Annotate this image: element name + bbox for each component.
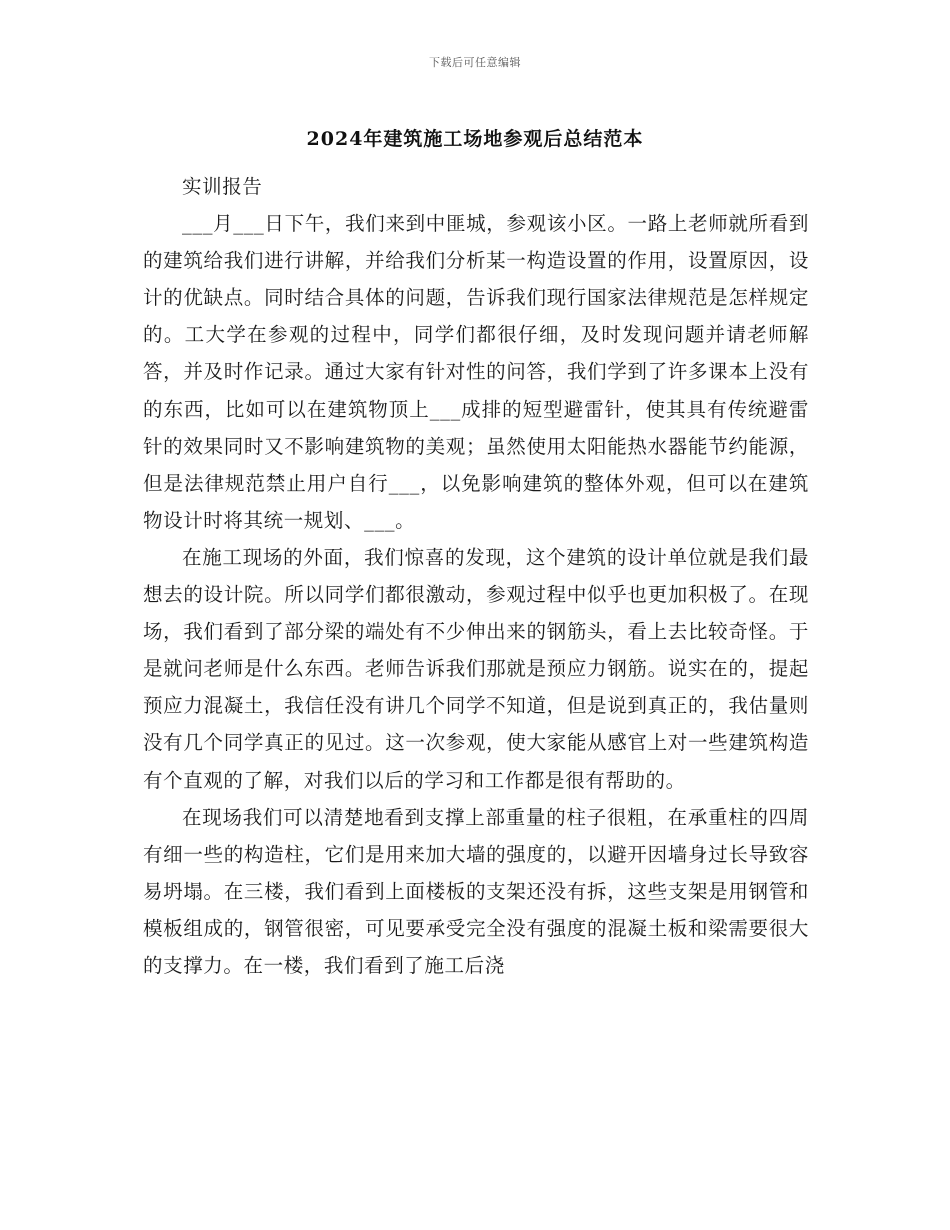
header-note: 下载后可任意编辑	[429, 56, 521, 69]
paragraph-visit-intro: ___月___日下午，我们来到中匪城，参观该小区。一路上老师就所看到的建筑给我们进行讲解，并给我们分析某一构造设置的作用，设置原因，设计的优缺点。同时结合具体的问题，告诉我们现行国家法律规范是怎样规定的。工大学在参观的过程中，同学们都很仔细，及时发现问题并请老师解答，并及时作记录。通过大家有针对性的问答，我们学到了许多课本上没有的东西，比如可以在建筑物顶上___成排的短型避雷针，使其具有传统避雷针的效果同时又不影响建筑物的美观；虽然使用太阳能热水器能节约能源，但是法律规范禁止用户自行___，以免影响建筑的整体外观，但可以在建筑物设计时将其统一规划、___。	[143, 212, 809, 532]
paragraph-site-exterior: 在施工现场的外面，我们惊喜的发现，这个建筑的设计单位就是我们最想去的设计院。所以同学们都很激动，参观过程中似乎也更加积极了。在现场，我们看到了部分梁的端处有不少伸出来的钢筋头，看上去比较奇怪。于是就问老师是什么东西。老师告诉我们那就是预应力钢筋。说实在的，提起预应力混凝土，我信任没有讲几个同学不知道，但是说到真正的，我估量则没有几个同学真正的见过。这一次参观，使大家能从感官上对一些建筑构造有个直观的了解，对我们以后的学习和工作都是很有帮助的。	[143, 545, 809, 792]
paragraph-site-structure: 在现场我们可以清楚地看到支撑上部重量的柱子很粗，在承重柱的四周有细一些的构造柱，它们是用来加大墙的强度的，以避开因墙身过长导致容易坍塌。在三楼，我们看到上面楼板的支架还没有拆，这些支架是用钢管和模板组成的，钢管很密，可见要承受完全没有强度的混凝土板和梁需要很大的支撑力。在一楼，我们看到了施工后浇	[143, 805, 809, 977]
paragraph-report-label: 实训报告	[182, 175, 263, 198]
document-body	[143, 168, 809, 984]
document-title: 2024年建筑施工场地参观后总结范本	[306, 128, 644, 150]
